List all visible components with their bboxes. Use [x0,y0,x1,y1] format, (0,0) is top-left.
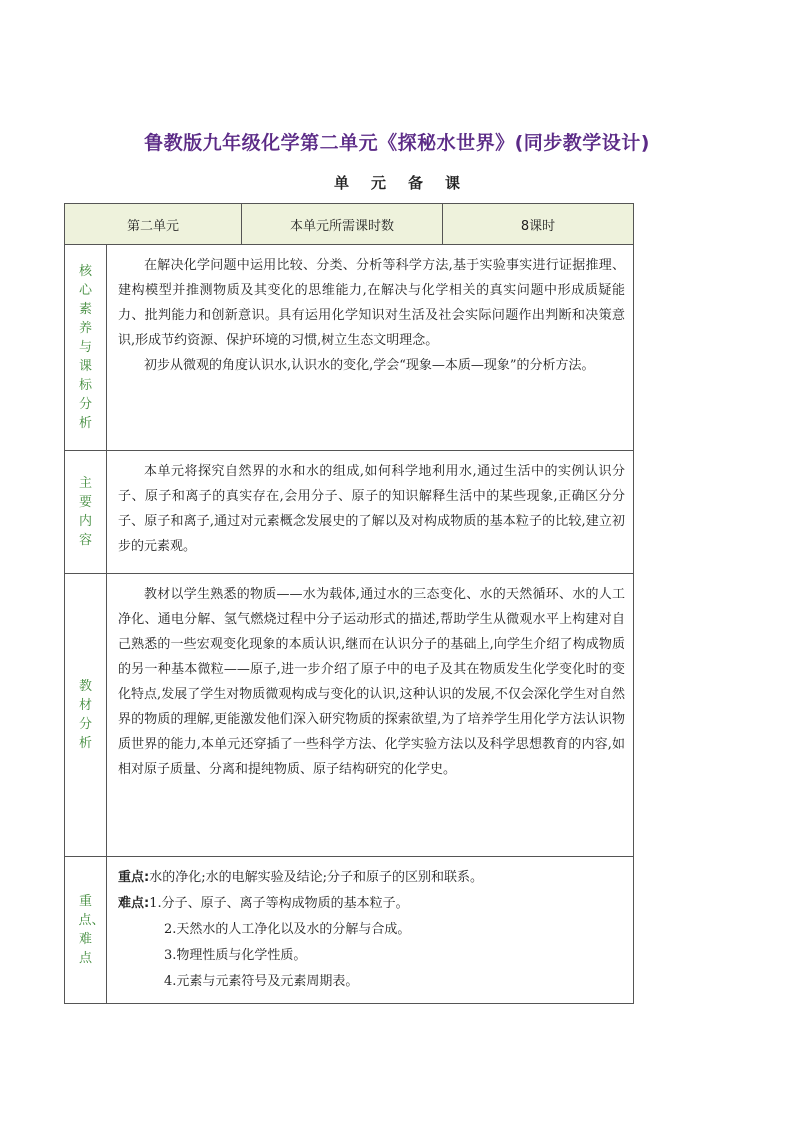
focus-text: 水的净化;水的电解实验及结论;分子和原子的区别和联系。 [149,870,483,885]
row-label-material [65,574,107,857]
table-row-content [65,451,634,574]
row-label-text: 主要内容 [78,476,92,548]
row-label-literacy [65,245,107,451]
difficulty-item: 2.天然水的人工净化以及水的分解与合成。 [164,922,411,937]
literacy-paragraph: 在解决化学问题中运用比较、分类、分析等科学方法,基于实验事实进行证据推理、建构模型并推测物质及其变化的思维能力,在解决与化学相关的真实问题中形成质疑能力、批判能力和创新意识。具有运用化学知识对生活及社会实际问题作出判断和决策意识,形成节约资源、保护环境的习惯,树立生态文明理念。 [118,258,626,348]
table-row-keypoints [65,857,634,1004]
main-content-text [107,451,634,574]
hours-label-cell: 本单元所需课时数 [242,204,443,245]
unit-name-cell: 第二单元 [65,204,242,245]
difficulty-item: 3.物理性质与化学性质。 [164,948,307,963]
unit-plan-table [64,203,634,1004]
row-label-text: 重点、难点 [78,894,105,966]
row-label-keypoints [65,857,107,1004]
literacy-content [107,245,634,451]
hours-value-cell: 8课时 [443,204,634,245]
table-row-material [65,574,634,857]
difficulty-item: 1.分子、原子、离子等构成物质的基本粒子。 [149,896,409,911]
keypoints-content [107,857,634,1004]
material-paragraph: 教材以学生熟悉的物质——水为载体,通过水的三态变化、水的天然循环、水的人工净化、通电分解、氢气燃烧过程中分子运动形式的描述,帮助学生从微观水平上构建对自己熟悉的一些宏观变化现象的本质认识,继而在认识分子的基础上,向学生介绍了构成物质的另一种基本微粒——原子,进一步介绍了原子中的电子及其在物质发生化学变化时的变化特点,发展了学生对物质微观构成与变化的认识,这种认识的发展,不仅会深化学生对自然界的物质的理解,更能激发他们深入研究物质的探索欲望,为了培养学生用化学方法认识物质世界的能力,本单元还穿插了一些科学方法、化学实验方法以及科学思想教育的内容,如相对原子质量、分离和提纯物质、原子结构研究的化学史。 [118,587,626,777]
row-label-text: 核心素养与课标分析 [78,264,92,431]
focus-label: 重点: [118,870,150,885]
row-label-content [65,451,107,574]
table-row-literacy [65,245,634,451]
document-title: 鲁教版九年级化学第二单元《探秘水世界》(同步教学设计) [144,132,650,154]
literacy-paragraph: 初步从微观的角度认识水,认识水的变化,学会“现象—本质—现象”的分析方法。 [144,358,595,373]
focus-line [118,865,625,891]
difficulty-line [118,891,625,917]
difficulty-item: 4.元素与元素符号及元素周期表。 [164,974,359,989]
material-analysis-text [107,574,634,857]
content-paragraph: 本单元将探究自然界的水和水的组成,如何科学地利用水,通过生活中的实例认识分子、原子和离子的真实存在,会用分子、原子的知识解释生活中的某些现象,正确区分分子、原子和离子,通过对元素概念发展史的了解以及对构成物质的基本粒子的比较,建立初步的元素观。 [118,464,626,554]
section-heading: 单元备课 [333,174,482,192]
row-label-text: 教材分析 [78,679,92,751]
difficulty-label: 难点: [118,896,150,911]
header-row [65,204,634,245]
